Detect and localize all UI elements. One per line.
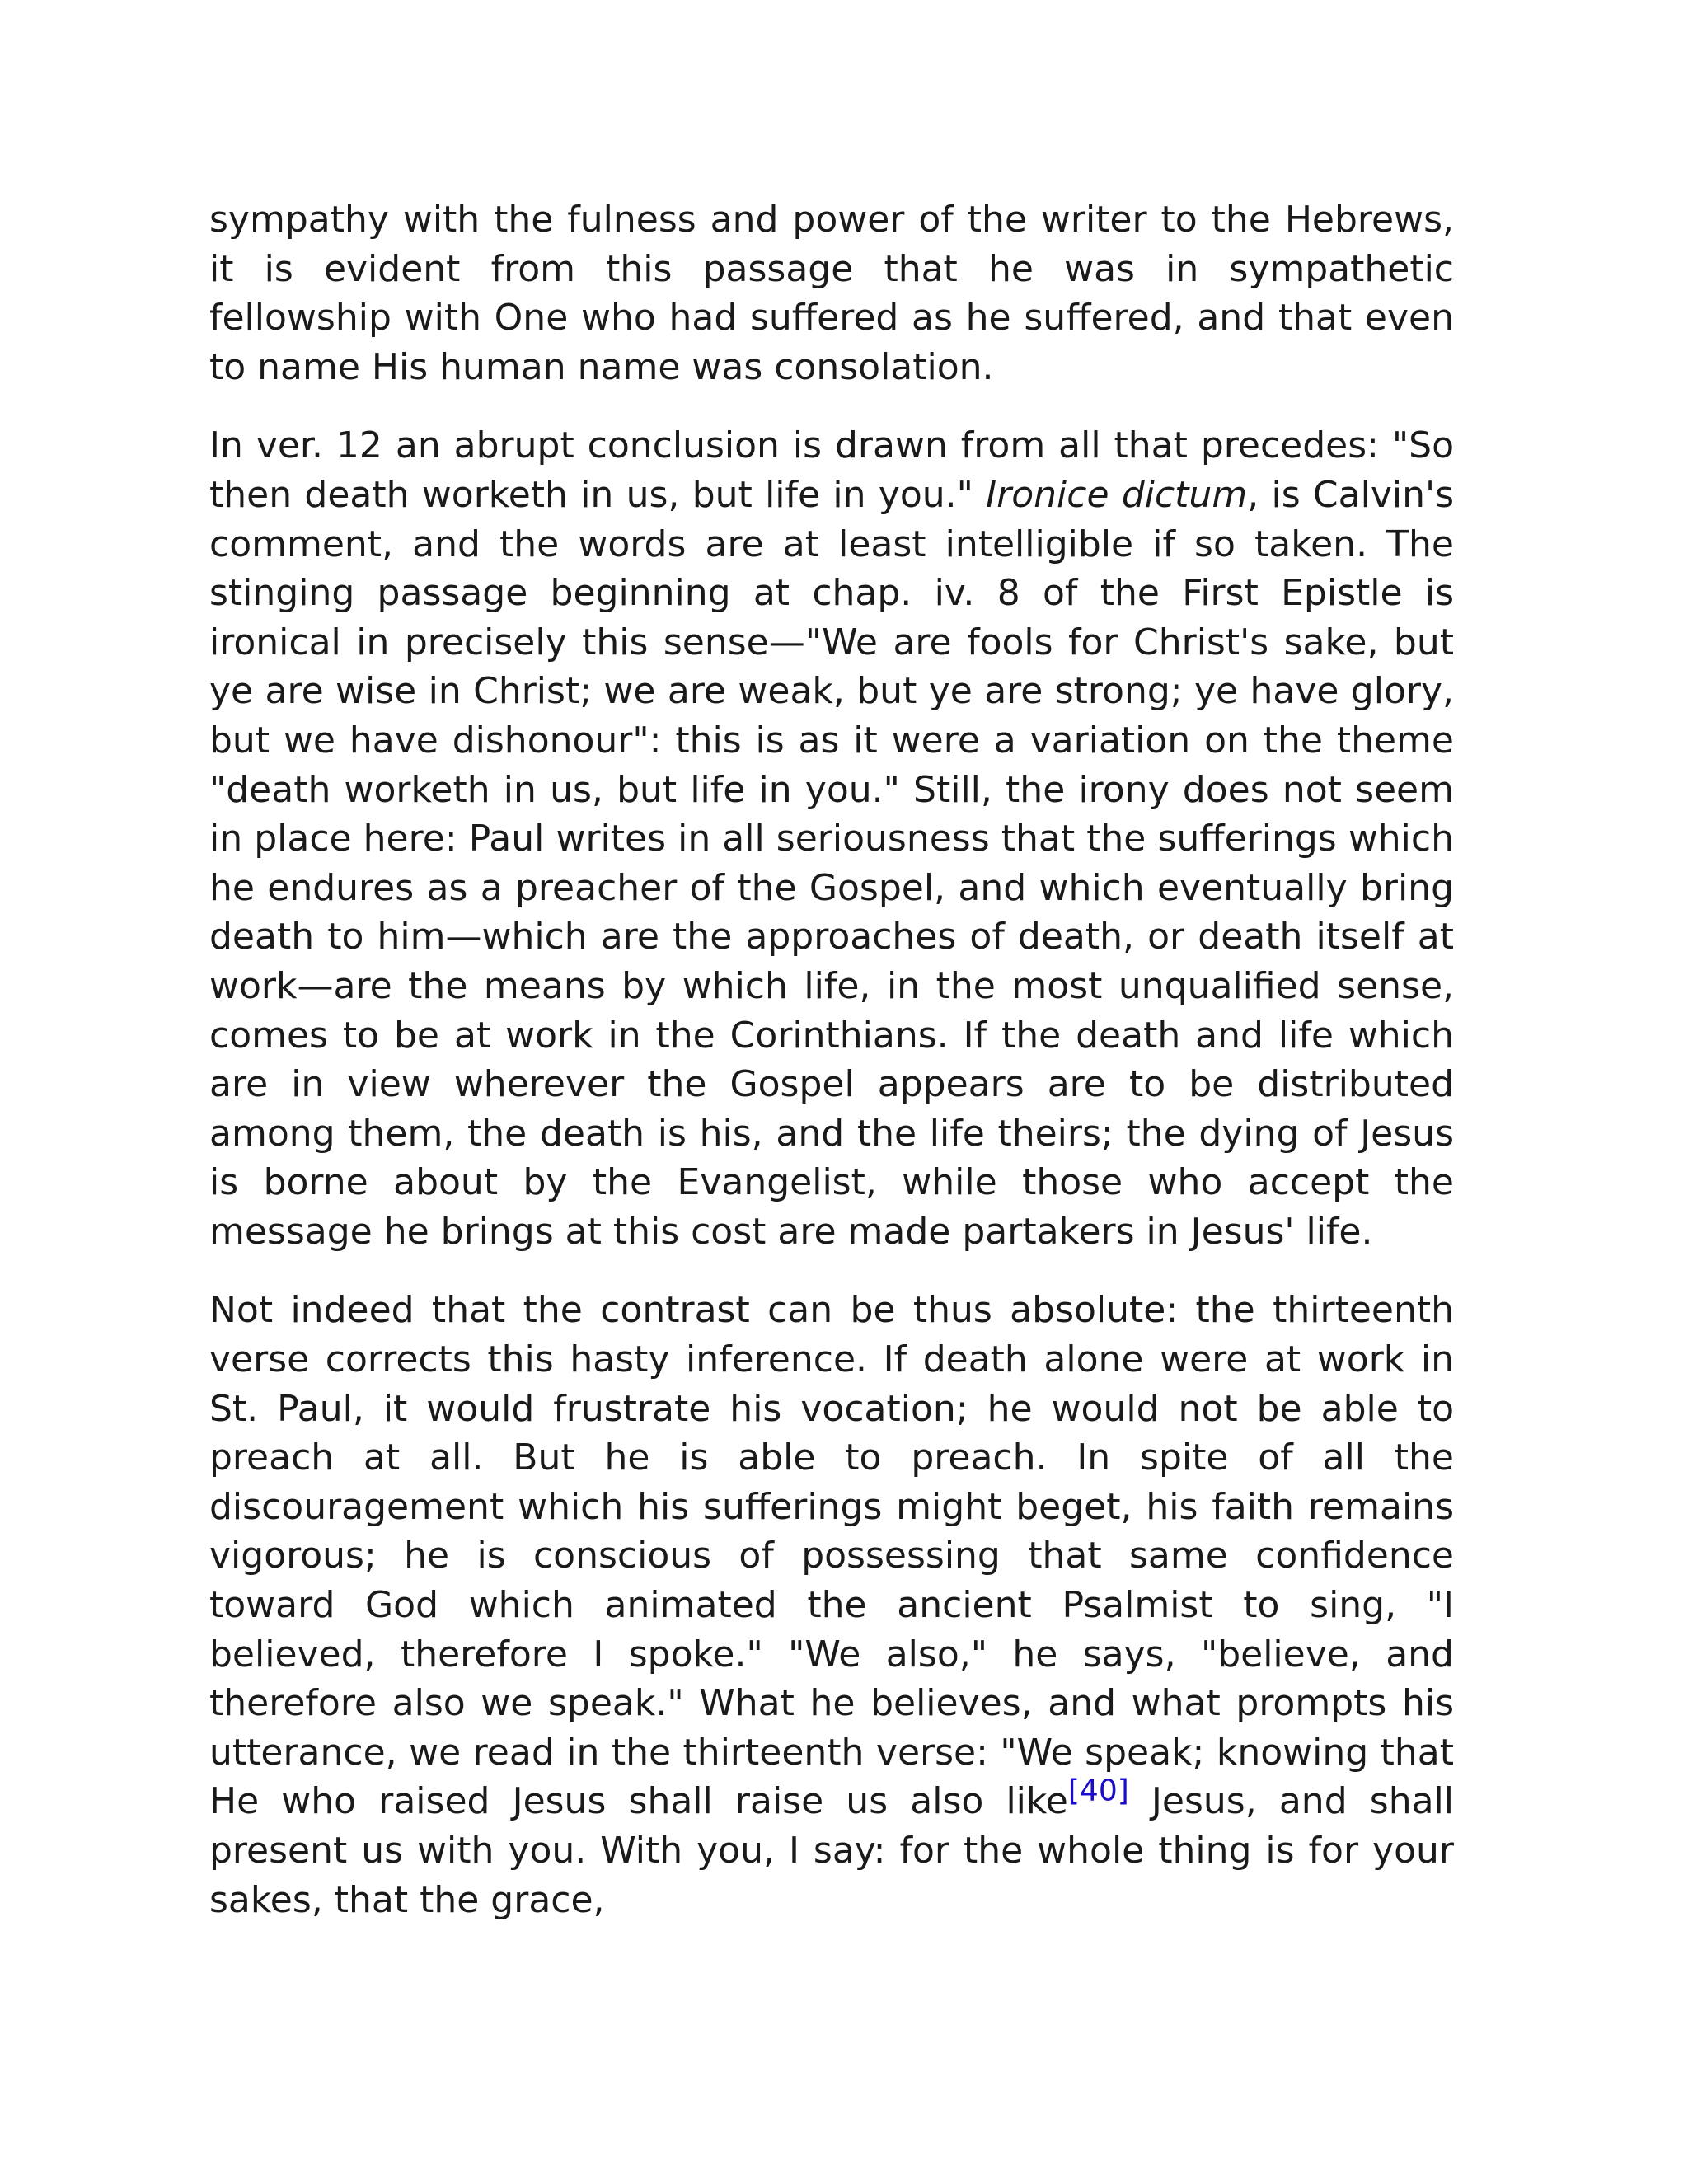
paragraph-2-text-b: , is Calvin's comment, and the words are at least intelligible if so taken. The stinging passage beginning at chap. iv. 8 of the First Epistle is ironical in precisely this sense—"We are fools for Christ's sake, but ye are wise in Christ; we are weak, but ye are strong; ye have glory, but we have dishonour": this is as it were a variation on the theme "death worketh in us, but life in you." Still, the irony does not seem in place here: Paul writes in all seriousness that the sufferings which he endures as a preacher of the Gospel, and which eventually bring death to him—which are the approaches of death, or death itself at work—are the means by which life, in the most unqualified sense, comes to be at work in the Corinthians. If the death and life which are in view wherever the Gospel appears are to be distributed among them, the death is his, and the life theirs; the dying of Jesus is borne about by the Evangelist, while those who accept the message he brings at this cost are made partakers in Jesus' life. (209, 473, 1454, 1253)
paragraph-2-italic-phrase: Ironice dictum (986, 473, 1248, 516)
paragraph-2-text-a: In ver. 12 an abrupt conclusion is drawn from all that precedes: "So then death worketh in us, but life in you." (209, 424, 1454, 516)
paragraph-1-text: sympathy with the fulness and power of the writer to the Hebrews, it is evident from this passage that he was in sympathetic fellowship with One who had suffered as he suffered, and that even to name His human name was consolation. (209, 199, 1454, 388)
paragraph-3-text-a: Not indeed that the contrast can be thus absolute: the thirteenth verse corrects this hasty inference. If death alone were at work in St. Paul, it would frustrate his vocation; he would not be able to preach at all. But he is able to preach. In spite of all the discouragement which his sufferings might beget, his faith remains vigorous; he is conscious of possessing that same confidence toward God which animated the ancient Psalmist to sing, "I believed, therefore I spoke." "We also," he says, "believe, and therefore also we speak." What he believes, and what prompts his utterance, we read in the thirteenth verse: "We speak; knowing that He who raised Jesus shall raise us also like (209, 1289, 1454, 1823)
paragraph-1 (209, 195, 1454, 391)
paragraph-2 (209, 421, 1454, 1256)
paragraph-3-text-b: Jesus, and shall present us with you. With you, I say: for the whole thing is for your sakes, that the grace, (209, 1780, 1454, 1921)
paragraph-3 (209, 1286, 1454, 1924)
page-body (209, 195, 1454, 1954)
footnote-link-40[interactable]: [40] (1067, 1774, 1129, 1808)
